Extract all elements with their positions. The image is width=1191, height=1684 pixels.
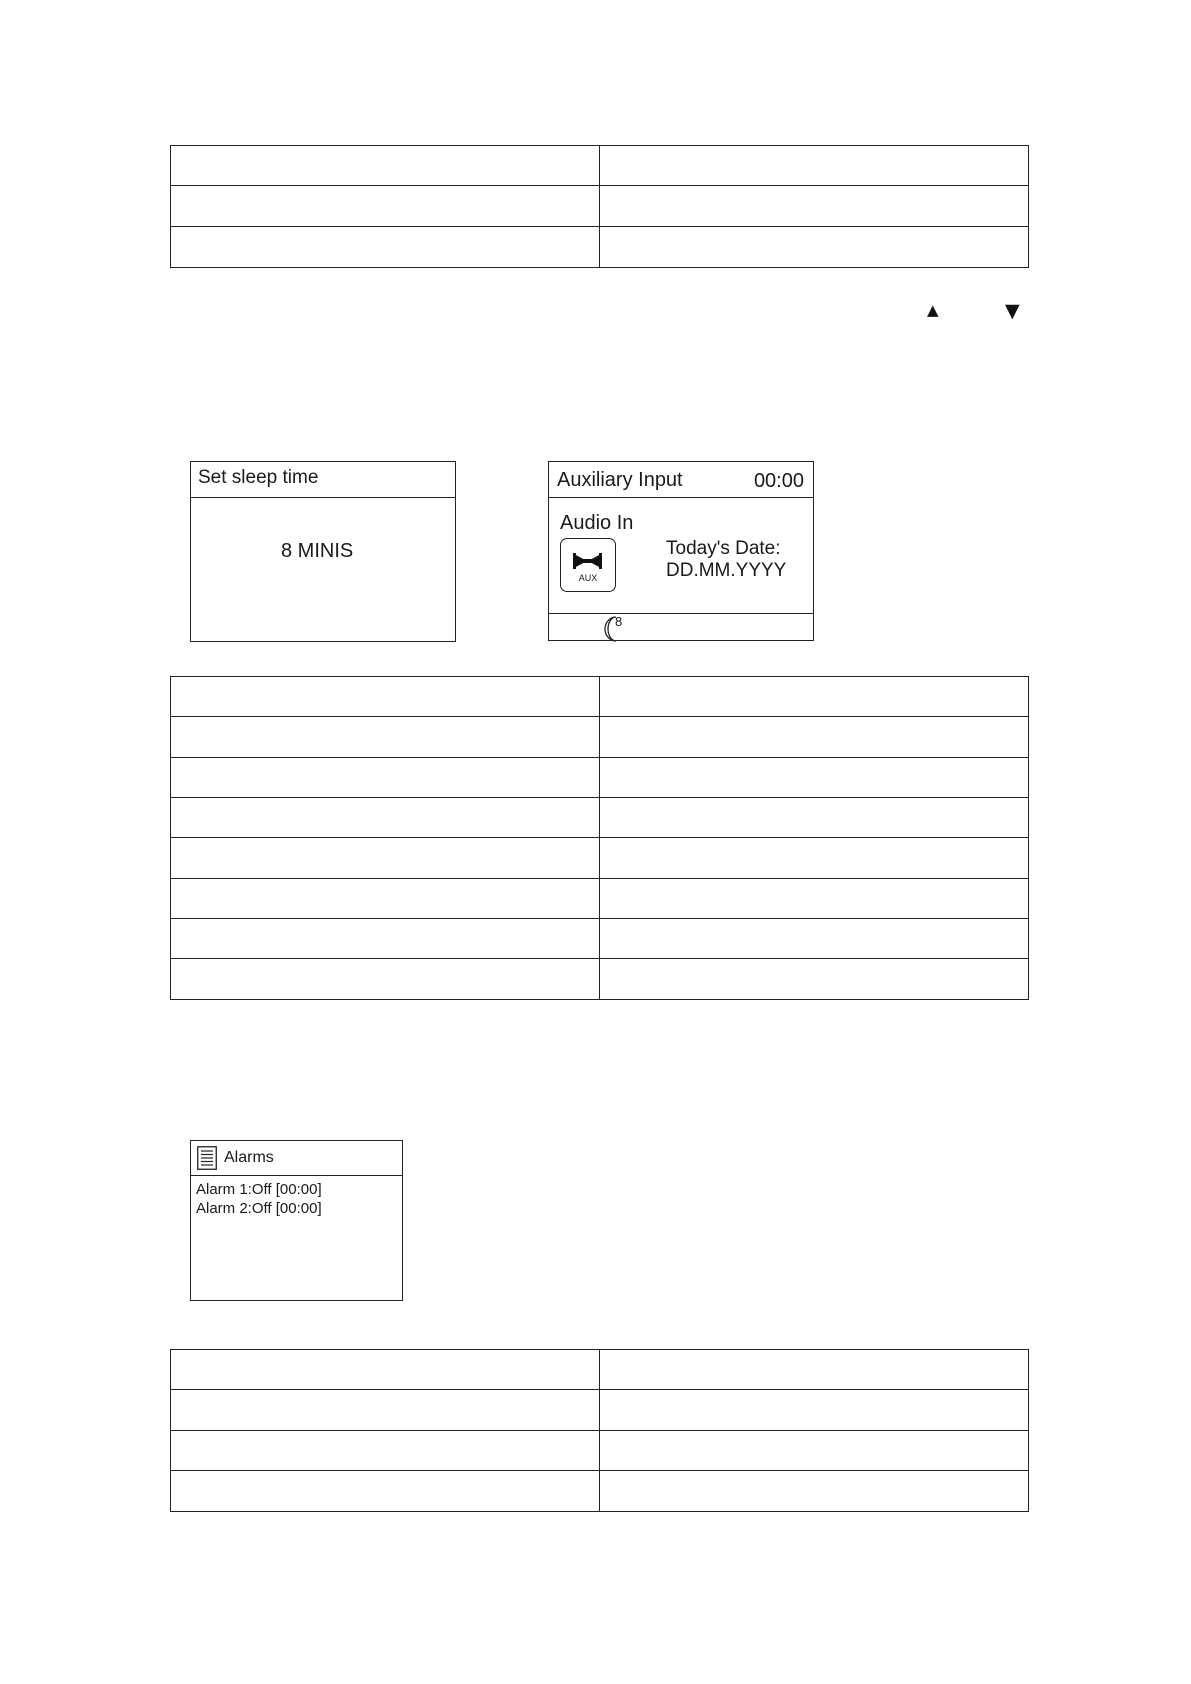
table-cell bbox=[171, 1431, 600, 1471]
table-cell bbox=[600, 798, 1029, 838]
table-3 bbox=[170, 1349, 1029, 1512]
status-bar bbox=[549, 613, 813, 629]
table-row bbox=[171, 798, 1029, 838]
table-cell bbox=[171, 919, 600, 959]
table-cell bbox=[171, 879, 600, 919]
table-cell bbox=[171, 1471, 600, 1512]
table-cell bbox=[171, 1350, 600, 1390]
table-cell bbox=[600, 919, 1029, 959]
sleep-time-screen bbox=[190, 461, 456, 642]
table-cell bbox=[171, 798, 600, 838]
table-row bbox=[171, 717, 1029, 758]
alarms-screen bbox=[190, 1140, 403, 1301]
table-row bbox=[171, 959, 1029, 1000]
sleep-value: 8 MINIS bbox=[281, 540, 354, 562]
table-cell bbox=[600, 146, 1029, 186]
up-arrow-icon: ▲ bbox=[927, 301, 939, 319]
table-row bbox=[171, 1471, 1029, 1512]
screen-header bbox=[549, 462, 813, 498]
table-row bbox=[171, 1350, 1029, 1390]
screen-title: Auxiliary Input bbox=[557, 469, 683, 491]
table-cell bbox=[600, 1390, 1029, 1431]
list-icon bbox=[197, 1146, 217, 1170]
table-cell bbox=[600, 879, 1029, 919]
alarm-2-item[interactable]: Alarm 2:Off [00:00] bbox=[196, 1200, 322, 1217]
screen-title: Alarms bbox=[224, 1149, 274, 1166]
table-row bbox=[171, 186, 1029, 227]
date-value: DD.MM.YYYY bbox=[666, 560, 787, 581]
table-row bbox=[171, 677, 1029, 717]
screen-header bbox=[191, 462, 455, 498]
screen-header bbox=[191, 1141, 402, 1176]
clock: 00:00 bbox=[753, 470, 804, 492]
table-row bbox=[171, 1431, 1029, 1471]
table-cell bbox=[171, 717, 600, 758]
table-cell bbox=[600, 1350, 1029, 1390]
table-cell bbox=[171, 959, 600, 1000]
table-cell bbox=[171, 1390, 600, 1431]
aux-input-screen bbox=[548, 461, 814, 641]
table-cell bbox=[171, 227, 600, 268]
table-cell bbox=[600, 1431, 1029, 1471]
table-row bbox=[171, 146, 1029, 186]
table-2 bbox=[170, 676, 1029, 1000]
table-cell bbox=[600, 186, 1029, 227]
table-cell bbox=[600, 1471, 1029, 1512]
table-cell bbox=[600, 677, 1029, 717]
alarm-1-item[interactable]: Alarm 1:Off [00:00] bbox=[196, 1181, 322, 1198]
table-cell bbox=[171, 758, 600, 798]
table-cell bbox=[600, 717, 1029, 758]
audio-in-label: Audio In bbox=[560, 512, 634, 534]
table-row bbox=[171, 227, 1029, 268]
aux-icon-label: AUX bbox=[578, 573, 598, 583]
table-cell bbox=[171, 186, 600, 227]
date-label: Today's Date: bbox=[666, 538, 781, 559]
table-row bbox=[171, 919, 1029, 959]
table-cell bbox=[600, 959, 1029, 1000]
table-cell bbox=[171, 838, 600, 879]
table-cell bbox=[600, 758, 1029, 798]
table-cell bbox=[171, 677, 600, 717]
table-row bbox=[171, 879, 1029, 919]
table-row bbox=[171, 1390, 1029, 1431]
table-row bbox=[171, 758, 1029, 798]
aux-icon bbox=[560, 538, 616, 592]
table-row bbox=[171, 838, 1029, 879]
table-1 bbox=[170, 145, 1029, 268]
sleep-indicator: 8 bbox=[615, 614, 623, 629]
table-cell bbox=[600, 838, 1029, 879]
screen-title: Set sleep time bbox=[198, 467, 319, 488]
table-cell bbox=[171, 146, 600, 186]
table-cell bbox=[600, 227, 1029, 268]
down-arrow-icon: ▼ bbox=[1005, 300, 1020, 322]
